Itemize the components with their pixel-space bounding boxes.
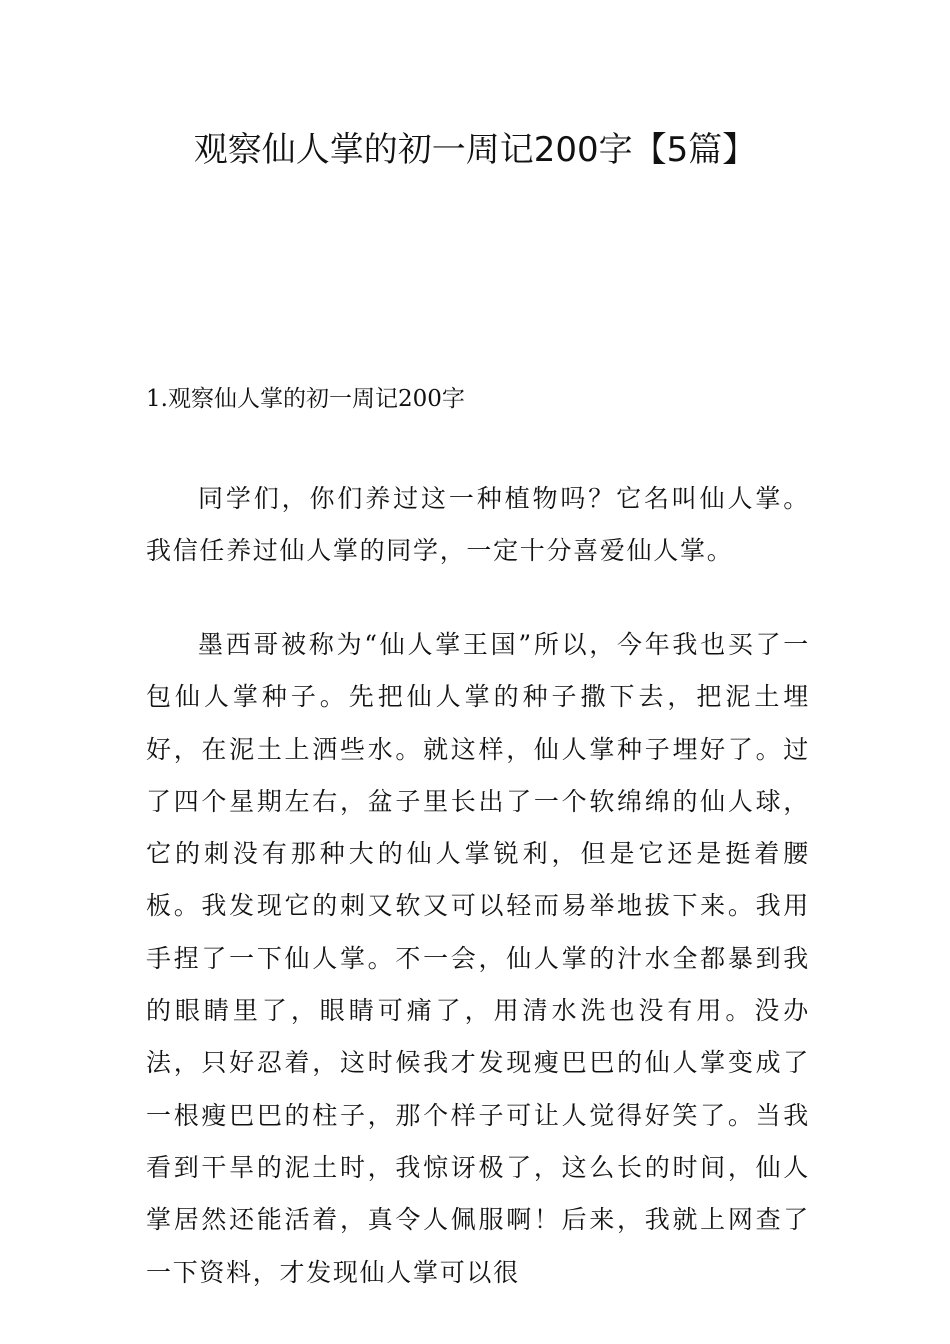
document-title: 观察仙人掌的初一周记200字【5篇】 [193, 130, 757, 170]
paragraph-2: 墨西哥被称为“仙人掌王国”所以，今年我也买了一包仙人掌种子。先把仙人掌的种子撒下去，把泥土埋好，在泥土上洒些水。就这样，仙人掌种子埋好了。过了四个星期左右，盆子里长出了一个软绵绵的仙人球，它的刺没有那种大的仙人掌锐利，但是它还是挺着腰板。我发现它的刺又软又可以轻而易举地拔下来。我用手捏了一下仙人掌。不一会，仙人掌的汁水全都暴到我的眼睛里了，眼睛可痛了，用清水洗也没有用。没办法，只好忍着，这时候我才发现瘦巴巴的仙人掌变成了一根瘦巴巴的柱子，那个样子可让人觉得好笑了。当我看到干旱的泥土时，我惊讶极了，这么长的时间，仙人掌居然还能活着，真令人佩服啊！后来，我就上网查了一下资料，才发现仙人掌可以很 [146, 630, 810, 1287]
section-heading: 1.观察仙人掌的初一周记200字 [146, 386, 465, 412]
paragraph-1: 同学们，你们养过这一种植物吗？它名叫仙人掌。我信任养过仙人掌的同学，一定十分喜爱仙人掌。 [146, 484, 810, 566]
